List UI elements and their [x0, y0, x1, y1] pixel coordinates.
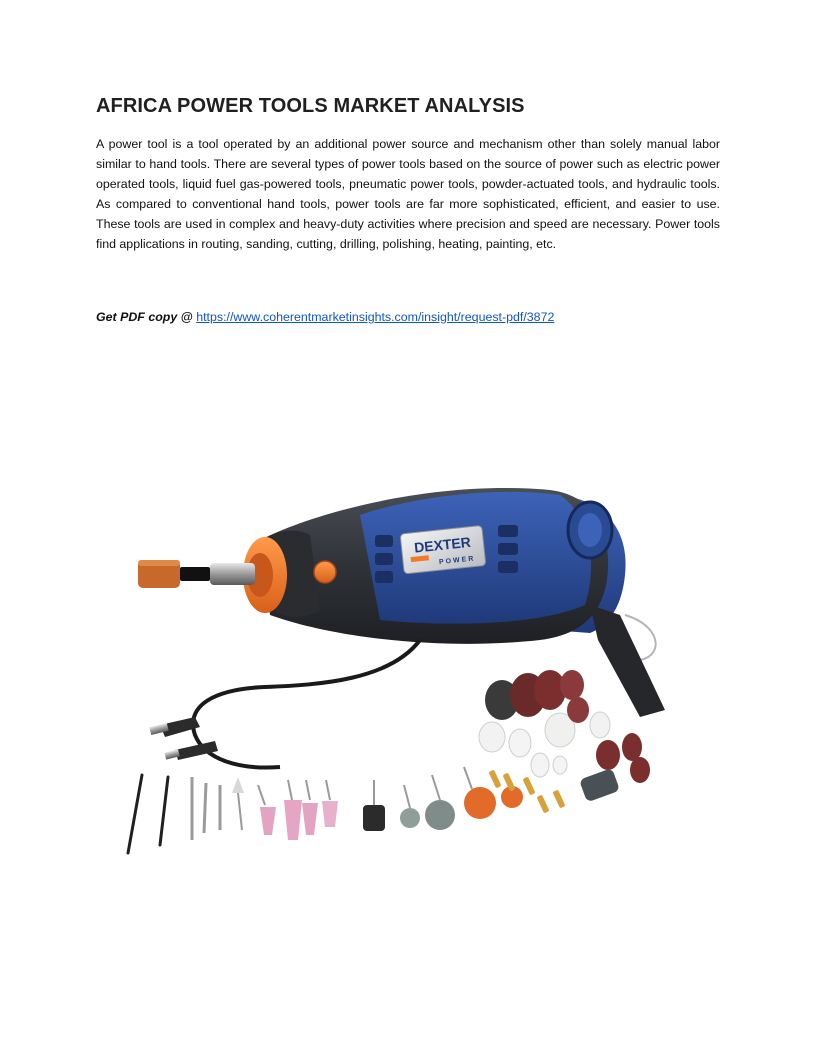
document-title: AFRICA POWER TOOLS MARKET ANALYSIS	[96, 95, 525, 117]
pdf-request-link[interactable]: https://www.coherentmarketinsights.com/insight/request-pdf/3872	[196, 310, 555, 324]
brand-label	[400, 526, 486, 574]
brand-text-bottom: POWER	[438, 555, 476, 567]
pdf-request-line	[96, 310, 554, 324]
accessory-row	[192, 767, 523, 840]
intro-paragraph: A power tool is a tool operated by an additional power source and mechanism other than solely manual labor similar to hand tools. There are several types of power tools based on the source of power such as electric power operated tools, liquid fuel gas-powered tools, pneumatic power tools, powder-actuated tools, and hydraulic tools. As compared to conventional hand tools, power tools are far more sophisticated, efficient, and easier to use. These tools are used in complex and heavy-duty activities where precision and speed are necessary. Power tools find applications in routing, sanding, cutting, drilling, polishing, heating, painting, etc.	[96, 137, 720, 251]
brand-text-top: DEXTER	[413, 533, 472, 556]
rotary-tool-kit-image	[120, 455, 680, 855]
pdf-label: Get PDF copy @	[96, 310, 193, 324]
